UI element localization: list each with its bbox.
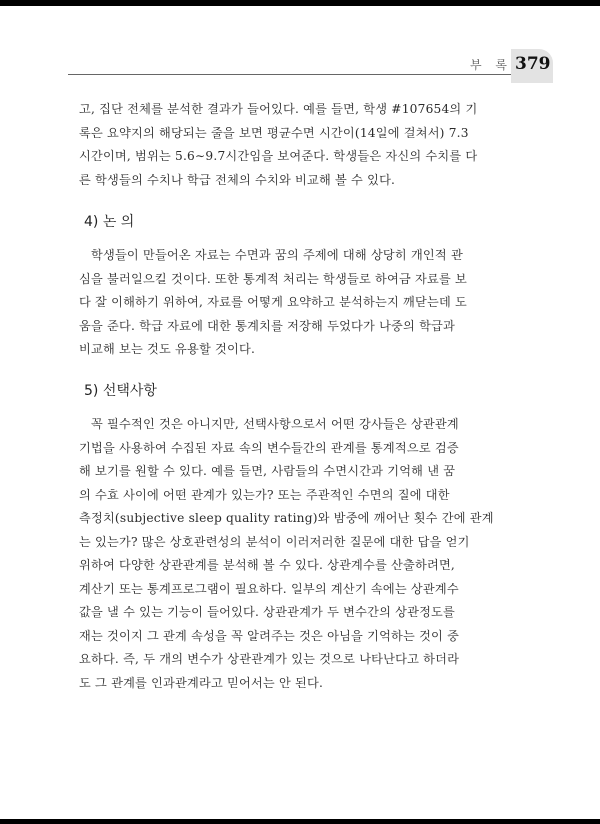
section-heading-discussion: 4) 논 의 (84, 214, 135, 230)
text-line: 록은 요약지의 해당되는 줄을 보면 평균수면 시간이(14일에 걸쳐서) 7.3 (79, 125, 469, 140)
text-line: 요하다. 즉, 두 개의 변수가 상관관계가 있는 것으로 나타난다고 하더라 (79, 652, 460, 666)
text-line: 른 학생들의 수치나 학급 전체의 수치와 비교해 볼 수 있다. (79, 172, 396, 187)
text-line: 위하여 다양한 상관관계를 분석해 볼 수 있다. 상관계수를 산출하려면, (79, 558, 455, 572)
text-line: 다 잘 이해하기 위하여, 자료를 어떻게 요약하고 분석하는지 깨닫는데 도 (79, 295, 467, 309)
text-line: 움을 준다. 학급 자료에 대한 통계치를 저장해 두었다가 나중의 학급과 (79, 318, 455, 333)
header-rule (68, 74, 511, 75)
text-line: 측정치(subjective sleep quality rating)와 밤중에 깨어난 횟수 간에 관계 (79, 511, 494, 525)
page-number: 379 (515, 54, 551, 74)
text-line: 기법을 사용하여 수집된 자료 속의 변수들간의 관계를 통계적으로 검증 (79, 440, 459, 455)
paragraph-options (79, 413, 494, 695)
text-line: 는 있는가? 많은 상호관련성의 분석이 이러저러한 질문에 대한 답을 얻기 (79, 534, 470, 549)
text-line: 값을 낼 수 있는 기능이 들어있다. 상관관계가 두 변수간의 상관정도를 (79, 605, 455, 619)
text-line: 해 보기를 원할 수 있다. 예를 들면, 사람들의 수면시간과 기억해 낸 꿈 (79, 464, 456, 478)
top-border (0, 0, 600, 6)
section-heading-options: 5) 선택사항 (84, 383, 157, 399)
text-line: 의 수효 사이에 어떤 관계가 있는가? 또는 주관적인 수면의 질에 대한 (79, 487, 450, 502)
text-line: 심을 불러일으킬 것이다. 또한 통계적 처리는 학생들로 하여금 자료를 보 (79, 271, 467, 286)
text-line: 학생들이 만들어온 자료는 수면과 꿈의 주제에 대해 상당히 개인적 관 (91, 248, 463, 262)
bottom-border (0, 819, 600, 824)
text-line: 고, 집단 전체를 분석한 결과가 들어있다. 예를 들면, 학생 #107654의 기 (79, 102, 478, 116)
running-header-section: 부 록 (470, 58, 512, 72)
text-line: 도 그 관계를 인과관계라고 믿어서는 안 된다. (79, 675, 324, 690)
text-line: 시간이며, 범위는 5.6∼9.7시간임을 보여준다. 학생들은 자신의 수치를 다 (79, 149, 478, 163)
paragraph-discussion (79, 244, 467, 362)
paragraph-intro (79, 98, 478, 192)
text-line: 꼭 필수적인 것은 아니지만, 선택사항으로서 어떤 강사들은 상관관계 (91, 417, 459, 431)
text-line: 비교해 보는 것도 유용할 것이다. (79, 342, 256, 356)
text-line: 계산기 또는 통계프로그램이 필요하다. 일부의 계산기 속에는 상관계수 (79, 581, 459, 596)
text-line: 재는 것이지 그 관계 속성을 꼭 알려주는 것은 아님을 기억하는 것이 중 (79, 628, 460, 643)
